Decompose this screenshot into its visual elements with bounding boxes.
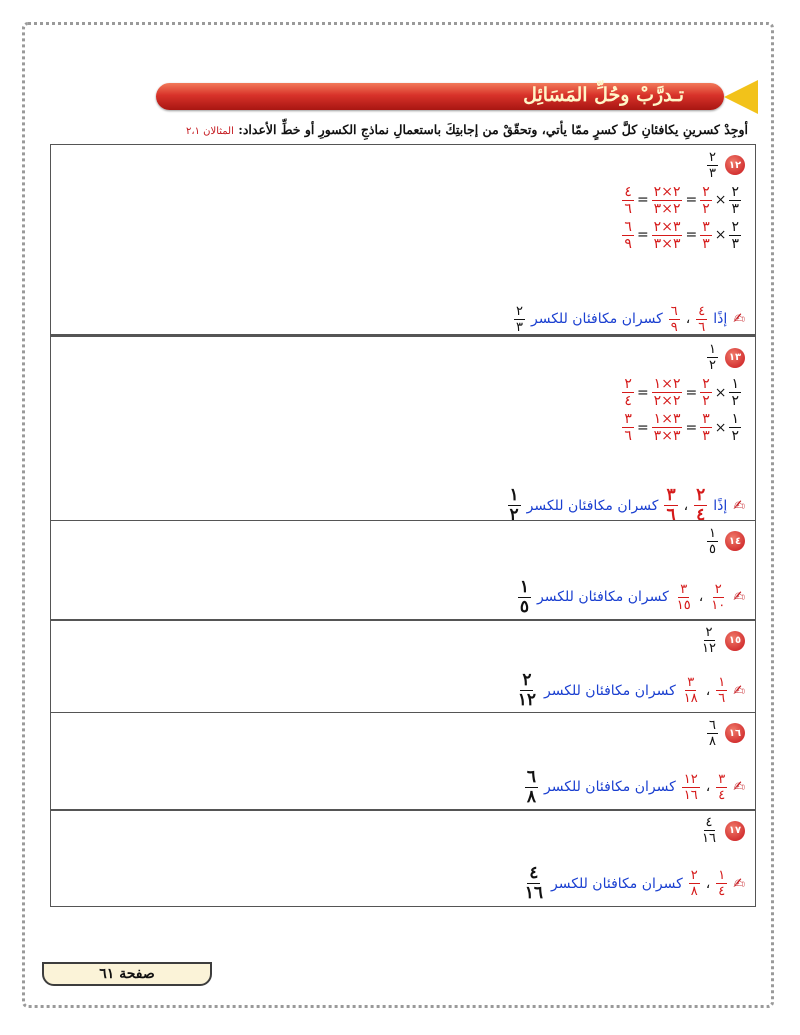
target-fraction: $\frac{٢}{٣}$ (516, 303, 523, 335)
product-fraction: $\frac{٣\times ١}{٣\times ٣}$ (653, 411, 681, 444)
problem-header (700, 626, 745, 655)
base-fraction: $\frac{٢}{٣}$ (731, 183, 739, 217)
equation-row: $\frac{٦}{٩}$ = $\frac{٣\times ٢}{٣\times ٣}$ = $\frac{٣}{٣}$ × $\frac{٢}{٣}$ (624, 218, 739, 252)
answer-text: كسران مكافئان للكسر (544, 779, 676, 795)
problem-12 (50, 144, 756, 336)
page-number-tab (42, 962, 212, 986)
answer-fraction-b: $\frac{٦}{٩}$ (670, 303, 678, 335)
problem-16 (50, 712, 756, 811)
equation-row: $\frac{٤}{٦}$ = $\frac{٢\times ٢}{٢\times ٣}$ = $\frac{٢}{٢}$ × $\frac{٢}{٣}$ (624, 183, 739, 217)
problem-number-badge: ١٥ (725, 631, 745, 651)
pencil-icon: ✍ (733, 682, 745, 699)
factor-fraction: $\frac{٢}{٢}$ (702, 183, 710, 217)
product-fraction: $\frac{٣\times ٢}{٣\times ٣}$ (653, 218, 681, 252)
answer-text: كسران مكافئان للكسر (544, 682, 676, 699)
given-fraction: $\frac{٦}{٨}$ (709, 717, 716, 749)
answer-fraction-a: $\frac{٢}{١٠}$ (711, 581, 726, 613)
problem-number-badge: ١٣ (725, 348, 745, 368)
answer-prefix: إذًا (713, 311, 728, 327)
example-reference: المثالان ٢،١ (186, 126, 234, 137)
answer-fraction-b: $\frac{٣}{١٥}$ (676, 581, 691, 613)
problem-number-badge: ١٧ (725, 821, 745, 841)
answer-line: ✍ إذًا $\frac{٢}{٤}$ ، $\frac{٣}{٦}$ كسران مكافئان للكسر $\frac{١}{٢}$ (509, 485, 745, 525)
target-fraction: $\frac{١}{٢}$ (509, 485, 519, 525)
answer-fraction-a: $\frac{١}{٤}$ (718, 868, 726, 899)
answer-line: ✍ $\frac{٣}{٤}$ ، $\frac{١٢}{١٦}$ كسران مكافئان للكسر $\frac{٦}{٨}$ (526, 766, 745, 807)
section-banner (148, 80, 758, 114)
instruction-body: أوجِدْ كسرينِ يكافئانِ كلَّ كسرٍ ممّا يأتي، وتحقّقْ من إجابتِكَ باستعمالِ نماذجِ الكسورِ أو خطِّ الأعداد: (238, 122, 748, 137)
answer-fraction-b: $\frac{١٢}{١٦}$ (683, 771, 698, 803)
answer-fraction-a: $\frac{٣}{٤}$ (718, 771, 726, 803)
answer-line: ✍ $\frac{١}{٦}$ ، $\frac{٣}{١٨}$ كسران مكافئان للكسر $\frac{٢}{١٢}$ (517, 670, 745, 710)
problem-number-badge: ١٢ (725, 155, 745, 175)
page-number: صفحة ٦١ (99, 966, 155, 982)
problem-header (700, 816, 745, 845)
answer-text: كسران مكافئان للكسر (526, 497, 659, 514)
given-fraction: $\frac{٤}{١٦}$ (702, 815, 716, 846)
answer-fraction-b: $\frac{٢}{٨}$ (690, 868, 698, 899)
answer-fraction-b: $\frac{٣}{٦}$ (666, 485, 676, 525)
answer-text: كسران مكافئان للكسر (530, 311, 663, 327)
product-fraction: $\frac{٢\times ١}{٢\times ٢}$ (653, 376, 681, 409)
product-fraction: $\frac{٢\times ٢}{٢\times ٣}$ (653, 183, 681, 217)
equation-row: $\frac{٢}{٤}$ = $\frac{٢\times ١}{٢\times ٢}$ = $\frac{٢}{٢}$ × $\frac{١}{٢}$ (624, 376, 739, 409)
equations (622, 185, 741, 251)
answer-fraction-a: $\frac{٢}{٤}$ (696, 485, 706, 525)
factor-fraction: $\frac{٣}{٣}$ (702, 218, 710, 252)
base-fraction: $\frac{١}{٢}$ (731, 411, 739, 444)
answer-prefix: إذًا (713, 497, 728, 514)
problem-17 (50, 809, 756, 907)
target-fraction: $\frac{١}{٥}$ (519, 576, 530, 617)
factor-fraction: $\frac{٣}{٣}$ (702, 411, 710, 444)
problem-header (707, 719, 745, 748)
problem-number-badge: ١٤ (725, 531, 745, 551)
answer-line: ✍ $\frac{٢}{١٠}$ ، $\frac{٣}{١٥}$ كسران مكافئان للكسر $\frac{١}{٥}$ (519, 576, 745, 617)
factor-fraction: $\frac{٢}{٢}$ (702, 376, 710, 409)
problem-number-badge: ١٦ (725, 723, 745, 743)
answer-fraction-a: $\frac{٤}{٦}$ (698, 303, 706, 335)
problems-list (50, 145, 756, 907)
base-fraction: $\frac{١}{٢}$ (731, 376, 739, 409)
answer-fraction-a: $\frac{١}{٦}$ (718, 675, 726, 706)
result-fraction: $\frac{٣}{٦}$ (624, 411, 632, 444)
equation-row: $\frac{٣}{٦}$ = $\frac{٣\times ١}{٣\times ٣}$ = $\frac{٣}{٣}$ × $\frac{١}{٢}$ (624, 411, 739, 444)
banner-title: تـدرَّبْ وحُلِّ المَسَائِل (523, 84, 684, 106)
problem-header (707, 527, 745, 556)
result-fraction: $\frac{٦}{٩}$ (624, 218, 632, 252)
answer-fraction-b: $\frac{٣}{١٨}$ (683, 675, 698, 706)
numerator: ٢ (709, 149, 716, 165)
instruction-text (186, 122, 748, 137)
answer-line: ✍ $\frac{١}{٤}$ ، $\frac{٢}{٨}$ كسران مكافئان للكسر $\frac{٤}{١٦}$ (524, 863, 745, 903)
given-fraction (707, 151, 718, 180)
problem-header (707, 151, 745, 180)
pencil-icon: ✍ (733, 497, 745, 514)
problem-14 (50, 520, 756, 621)
pencil-icon: ✍ (733, 311, 745, 327)
result-fraction: $\frac{٢}{٤}$ (624, 376, 632, 409)
problem-header (707, 343, 745, 372)
denominator: ٣ (709, 165, 716, 181)
result-fraction: $\frac{٤}{٦}$ (624, 183, 632, 217)
given-fraction: $\frac{١}{٥}$ (709, 525, 716, 557)
answer-text: كسران مكافئان للكسر (537, 589, 669, 605)
answer-text: كسران مكافئان للكسر (551, 875, 683, 892)
given-fraction: $\frac{١}{٢}$ (709, 342, 716, 373)
answer-line: ✍ إذًا $\frac{٤}{٦}$ ، $\frac{٦}{٩}$ كسران مكافئان للكسر $\frac{٢}{٣}$ (516, 303, 745, 335)
target-fraction: $\frac{٤}{١٦}$ (524, 863, 543, 903)
given-fraction: $\frac{٢}{١٢}$ (702, 625, 716, 656)
target-fraction: $\frac{٢}{١٢}$ (517, 670, 537, 710)
pencil-icon: ✍ (733, 589, 745, 605)
problem-15 (50, 619, 756, 713)
problem-13 (50, 334, 756, 525)
pencil-icon: ✍ (733, 875, 745, 892)
equations (622, 377, 741, 443)
target-fraction: $\frac{٦}{٨}$ (526, 766, 537, 807)
pencil-icon: ✍ (733, 779, 745, 795)
banner-arrow-icon (724, 80, 758, 114)
base-fraction: $\frac{٢}{٣}$ (731, 218, 739, 252)
